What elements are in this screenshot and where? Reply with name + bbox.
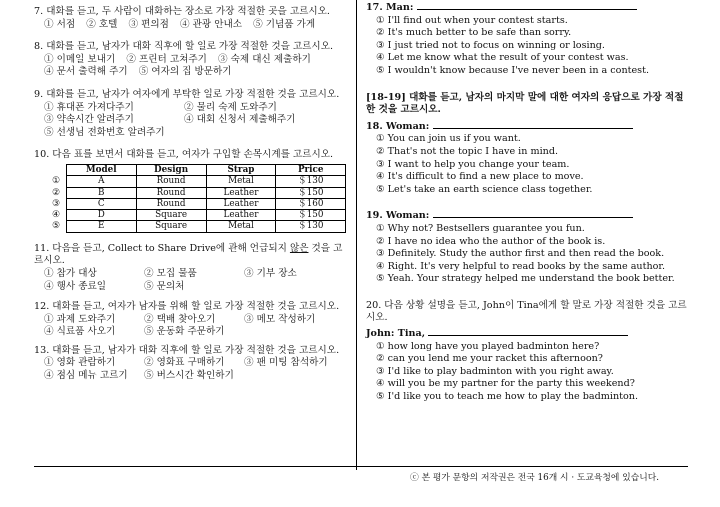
option-5[interactable]: ⑤ 문의처 bbox=[144, 280, 185, 292]
option-1[interactable]: ① Why not? Bestsellers guarantee you fun. bbox=[376, 222, 585, 234]
option-3: ③ bbox=[52, 198, 60, 209]
question-7-options bbox=[44, 19, 346, 32]
question-20-label: John: Tina, bbox=[366, 328, 429, 340]
option-3[interactable]: ③ 편의점 bbox=[128, 18, 169, 30]
question-7-stem: 7. 대화를 듣고, 두 사람이 대화하는 장소로 가장 적절한 곳을 고르시오. bbox=[34, 6, 330, 17]
option-2[interactable]: ② That's not the topic I have in mind. bbox=[376, 145, 559, 157]
option-2[interactable]: ② 영화표 구매하기 bbox=[144, 357, 225, 369]
option-2[interactable]: ② I have no idea who the author of the book is. bbox=[376, 235, 606, 247]
cell-design: Square bbox=[136, 221, 206, 232]
option-3[interactable]: ③ I'd like to play badminton with you right away. bbox=[376, 365, 614, 377]
stem-underlined: 않은 bbox=[289, 242, 309, 254]
option-4[interactable]: ④ 행사 종료일 bbox=[44, 280, 107, 292]
answer-blank bbox=[433, 128, 633, 129]
table-row[interactable] bbox=[48, 221, 346, 232]
option-2[interactable]: ② 프린터 고쳐주기 bbox=[126, 53, 207, 65]
question-11-stem bbox=[34, 243, 346, 268]
question-17-label: 17. Man: bbox=[366, 2, 417, 13]
option-2: ② bbox=[52, 187, 60, 198]
option-5: ⑤ bbox=[52, 221, 60, 232]
cell-price: ＄130 bbox=[276, 176, 346, 187]
cell-strap: Metal bbox=[206, 176, 276, 187]
stem-part: 것을 고르시오. bbox=[34, 242, 343, 267]
watch-table bbox=[48, 164, 346, 233]
option-2[interactable]: ② It's much better to be safe than sorry. bbox=[376, 27, 572, 39]
option-5[interactable]: ⑤ I wouldn't know because I've never been in a contest. bbox=[376, 64, 650, 76]
cell-strap: Leather bbox=[206, 187, 276, 198]
option-4[interactable]: ④ Right. It's very helpful to read books by the same author. bbox=[376, 260, 666, 272]
option-4[interactable]: ④ 관광 안내소 bbox=[180, 18, 243, 30]
option-3[interactable]: ③ 약속시간 알려주기 bbox=[44, 114, 134, 126]
table-row[interactable] bbox=[48, 176, 346, 187]
option-3[interactable]: ③ 메모 작성하기 bbox=[244, 313, 316, 325]
cell-strap: Leather bbox=[206, 210, 276, 221]
cell-design: Round bbox=[136, 198, 206, 209]
question-20-stem: 20. 다음 상황 설명을 듣고, John이 Tina에게 할 말로 가장 적절한 것을 고르시오. bbox=[366, 299, 687, 324]
option-1[interactable]: ① 영화 관람하기 bbox=[44, 357, 116, 369]
table-row[interactable] bbox=[48, 198, 346, 209]
answer-blank bbox=[433, 217, 633, 218]
question-17 bbox=[366, 2, 688, 78]
option-1[interactable]: ① 서점 bbox=[44, 18, 76, 30]
cell-model: A bbox=[66, 176, 136, 187]
option-4[interactable]: ④ will you be my partner for the party this weekend? bbox=[376, 378, 635, 390]
question-8 bbox=[34, 41, 346, 79]
question-19-label: 19. Woman: bbox=[366, 210, 433, 222]
cell-strap: Metal bbox=[206, 221, 276, 232]
copyright-footer: ⓒ 본 평가 문항의 저작권은 전국 16개 시 · 도교육청에 있습니다. bbox=[410, 473, 659, 483]
option-1[interactable]: ① 과제 도와주기 bbox=[44, 313, 116, 325]
question-8-stem: 8. 대화를 듣고, 남자가 대화 직후에 할 일로 가장 적절한 것을 고르시오. bbox=[34, 41, 334, 53]
question-13-stem: 13. 대화를 듣고, 남자가 대화 직후에 할 일로 가장 적절한 것을 고르시오. bbox=[34, 344, 340, 356]
option-5[interactable]: ⑤ 여자의 집 방문하기 bbox=[138, 66, 232, 78]
option-1: ① bbox=[52, 176, 60, 187]
option-4: ④ bbox=[52, 210, 60, 221]
instruction-18-19: [18-19] 대화를 듣고, 남자의 마지막 말에 대한 여자의 응답으로 가장 적절한 것을 고르시오. bbox=[366, 91, 684, 116]
header-model: Model bbox=[66, 164, 136, 175]
left-column bbox=[34, 6, 346, 387]
option-5[interactable]: ⑤ 버스시간 확인하기 bbox=[144, 370, 234, 382]
option-2[interactable]: ② 택배 찾아오기 bbox=[144, 313, 216, 325]
option-1[interactable]: ① 휴대폰 가져다주기 bbox=[44, 101, 134, 113]
option-4[interactable]: ④ Let me know what the result of your contest was. bbox=[376, 52, 629, 64]
cell-model: E bbox=[66, 221, 136, 232]
option-5[interactable]: ⑤ 운동화 주문하기 bbox=[144, 326, 225, 338]
column-divider bbox=[356, 0, 357, 470]
option-3[interactable]: ③ 팬 미팅 참석하기 bbox=[244, 357, 328, 369]
answer-blank bbox=[417, 9, 637, 10]
option-2[interactable]: ② 물리 숙제 도와주기 bbox=[184, 101, 277, 113]
table-row[interactable] bbox=[48, 187, 346, 198]
question-12-stem: 12. 대화를 듣고, 여자가 남자를 위해 할 일로 가장 적절한 것을 고르시오. bbox=[34, 301, 340, 313]
cell-price: ＄150 bbox=[276, 187, 346, 198]
cell-design: Round bbox=[136, 176, 206, 187]
cell-model: C bbox=[66, 198, 136, 209]
option-4[interactable]: ④ It's difficult to find a new place to move. bbox=[376, 171, 584, 183]
option-4[interactable]: ④ 대회 신청서 제출해주기 bbox=[184, 114, 296, 126]
option-5[interactable]: ⑤ Let's take an earth science class together. bbox=[376, 183, 593, 195]
cell-price: ＄160 bbox=[276, 198, 346, 209]
header-design: Design bbox=[136, 164, 206, 175]
header-strap: Strap bbox=[206, 164, 276, 175]
cell-strap: Leather bbox=[206, 198, 276, 209]
question-18 bbox=[366, 121, 688, 197]
question-10-stem: 10. 다음 표를 보면서 대화를 듣고, 여자가 구입할 손목시계를 고르시오. bbox=[34, 149, 334, 161]
option-2[interactable]: ② 호텔 bbox=[86, 18, 118, 30]
cell-model: B bbox=[66, 187, 136, 198]
option-4[interactable]: ④ 문서 출력해 주기 bbox=[44, 66, 128, 78]
option-5[interactable]: ⑤ 기념품 가게 bbox=[253, 18, 316, 30]
option-1[interactable]: ① 이메일 보내기 bbox=[44, 53, 116, 65]
question-7 bbox=[34, 6, 346, 31]
question-10 bbox=[34, 149, 346, 232]
header-price: Price bbox=[276, 164, 346, 175]
option-2[interactable]: ② 모집 물품 bbox=[144, 267, 197, 279]
option-3[interactable]: ③ I just tried not to focus on winning or losing. bbox=[376, 39, 605, 51]
question-18-label: 18. Woman: bbox=[366, 120, 433, 132]
option-3[interactable]: ③ 기부 장소 bbox=[244, 267, 297, 279]
stem-part: 11. 다음을 듣고, Collect to Share Drive에 관해 언급되지 bbox=[34, 242, 290, 254]
option-1[interactable]: ① how long have you played badminton here? bbox=[376, 340, 600, 352]
question-11 bbox=[34, 243, 346, 293]
question-20 bbox=[366, 300, 688, 404]
cell-model: D bbox=[66, 210, 136, 221]
option-4[interactable]: ④ 식료품 사오기 bbox=[44, 326, 116, 338]
option-4[interactable]: ④ 점심 메뉴 고르기 bbox=[44, 370, 128, 382]
cell-design: Square bbox=[136, 210, 206, 221]
question-12 bbox=[34, 301, 346, 339]
option-5[interactable]: ⑤ I'd like you to teach me how to play the badminton. bbox=[376, 391, 638, 403]
option-3[interactable]: ③ I want to help you change your team. bbox=[376, 158, 570, 170]
option-1[interactable]: ① You can join us if you want. bbox=[376, 133, 521, 145]
option-3[interactable]: ③ 숙제 대신 제출하기 bbox=[218, 53, 311, 65]
bottom-rule bbox=[34, 466, 688, 467]
question-9 bbox=[34, 89, 346, 139]
option-3[interactable]: ③ Definitely. Study the author first and then read the book. bbox=[376, 248, 665, 260]
option-1[interactable]: ① I'll find out when your contest starts. bbox=[376, 14, 568, 26]
cell-price: ＄130 bbox=[276, 221, 346, 232]
option-5[interactable]: ⑤ Yeah. Your strategy helped me understand the book better. bbox=[376, 273, 675, 285]
option-2[interactable]: ② can you lend me your racket this afternoon? bbox=[376, 353, 603, 365]
question-13 bbox=[34, 345, 346, 383]
question-9-stem: 9. 대화를 듣고, 남자가 여자에게 부탁한 일로 가장 적절한 것을 고르시오. bbox=[34, 88, 340, 100]
cell-design: Round bbox=[136, 187, 206, 198]
right-column bbox=[366, 2, 688, 408]
option-5[interactable]: ⑤ 선생님 전화번호 알려주기 bbox=[44, 126, 165, 138]
option-1[interactable]: ① 참가 대상 bbox=[44, 267, 97, 279]
table-row[interactable] bbox=[48, 210, 346, 221]
question-19 bbox=[366, 210, 688, 286]
cell-price: ＄150 bbox=[276, 210, 346, 221]
answer-blank bbox=[428, 335, 628, 336]
